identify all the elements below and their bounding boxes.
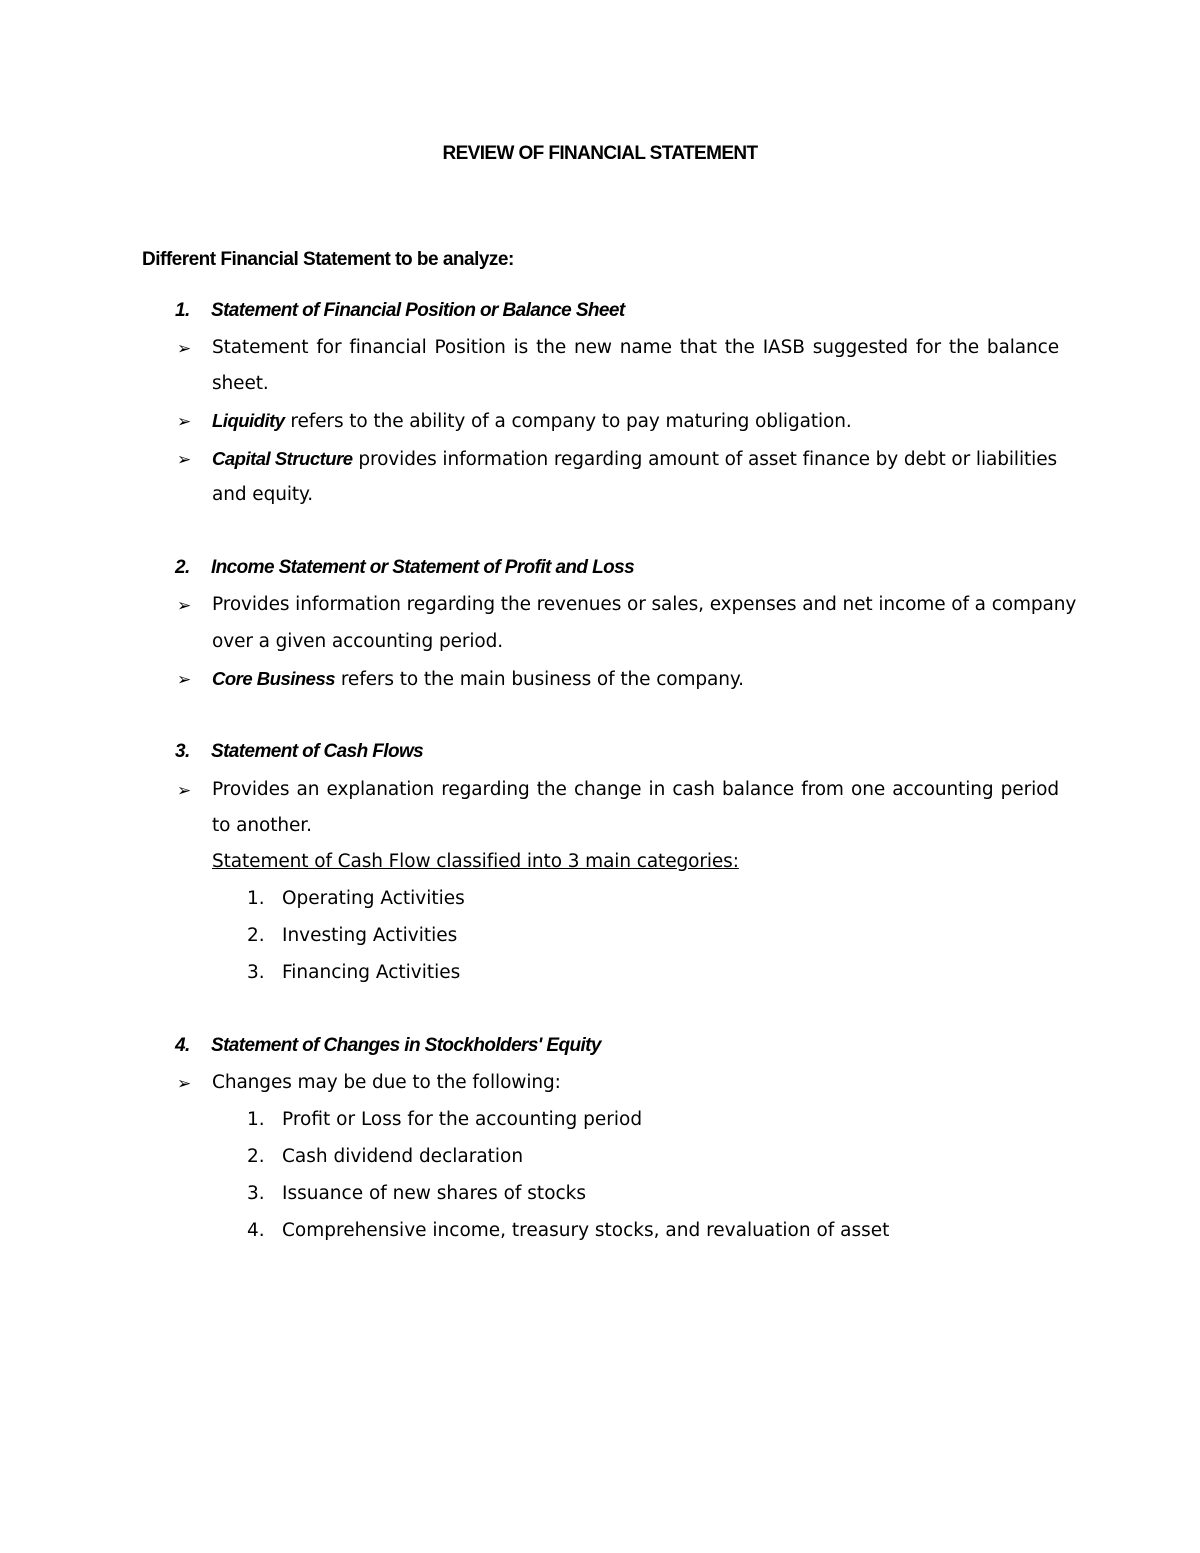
section-1-title: Statement of Financial Position or Balance Sheet	[211, 300, 625, 321]
cash-flow-categories-label: Statement of Cash Flow classified into 3 main categories:	[212, 851, 739, 872]
section-3-number: 3.	[175, 741, 190, 762]
section-4-title: Statement of Changes in Stockholders' Equity	[211, 1035, 601, 1056]
s3-bullet-1-line-2: to another.	[212, 815, 312, 836]
intro-heading: Different Financial Statement to be analyze:	[142, 249, 514, 270]
section-2-number: 2.	[175, 557, 190, 578]
list-item-number: 2.	[247, 1146, 265, 1167]
section-1-number: 1.	[175, 300, 190, 321]
arrowhead-bullet-icon: ➢	[177, 596, 192, 616]
list-item	[247, 1109, 642, 1130]
section-2-title: Income Statement or Statement of Profit and Loss	[211, 557, 635, 578]
list-item-text: Issuance of new shares of stocks	[282, 1183, 587, 1204]
list-item-number: 2.	[247, 925, 265, 946]
s1-bullet-1-line-1: Statement for financial Position is the new name that the IASB suggested for the balance	[212, 337, 1059, 358]
s3-bullet-1-line-1: Provides an explanation regarding the change in cash balance from one accounting period	[212, 779, 1059, 800]
list-item-text: Financing Activities	[282, 962, 461, 983]
list-item-number: 1.	[247, 888, 265, 909]
arrowhead-bullet-icon: ➢	[177, 339, 192, 359]
section-3-title: Statement of Cash Flows	[211, 741, 424, 762]
list-item	[247, 1146, 523, 1167]
list-item-number: 4.	[247, 1220, 265, 1241]
list-item	[247, 888, 465, 909]
term-liquidity: Liquidity	[212, 410, 285, 431]
section-2-heading	[175, 557, 634, 579]
list-item-text: Cash dividend declaration	[282, 1146, 524, 1167]
s2-bullet-1-line-1: Provides information regarding the revenues or sales, expenses and net income of a company	[212, 594, 1077, 615]
arrowhead-bullet-icon: ➢	[177, 670, 192, 690]
list-item-number: 3.	[247, 1183, 265, 1204]
s2-bullet-1-line-2: over a given accounting period.	[212, 631, 504, 652]
section-4-heading	[175, 1035, 601, 1057]
list-item-text: Operating Activities	[282, 888, 465, 909]
page-title: REVIEW OF FINANCIAL STATEMENT	[442, 143, 758, 164]
list-item	[247, 925, 457, 946]
s2-bullet-2	[212, 668, 744, 690]
list-item-number: 3.	[247, 962, 265, 983]
section-1-heading	[175, 300, 625, 322]
s1-bullet-3-text: provides information regarding amount of asset finance by debt or liabilities	[352, 449, 1058, 470]
list-item-text: Profit or Loss for the accounting period	[282, 1109, 643, 1130]
arrowhead-bullet-icon: ➢	[177, 781, 192, 801]
list-item	[247, 962, 460, 983]
s1-bullet-3-line-2: and equity.	[212, 484, 314, 505]
term-core-business: Core Business	[212, 668, 336, 689]
list-item-text: Investing Activities	[282, 925, 458, 946]
s1-bullet-2-text: refers to the ability of a company to pay maturing obligation.	[284, 411, 852, 432]
s2-bullet-2-text: refers to the main business of the company.	[335, 669, 744, 690]
list-item	[247, 1220, 889, 1241]
section-3-heading	[175, 741, 423, 763]
s1-bullet-2	[212, 410, 852, 432]
s1-bullet-3-line-1	[212, 448, 1057, 470]
arrowhead-bullet-icon: ➢	[177, 412, 192, 432]
list-item-text: Comprehensive income, treasury stocks, and revaluation of asset	[282, 1220, 890, 1241]
arrowhead-bullet-icon: ➢	[177, 450, 192, 470]
list-item	[247, 1183, 586, 1204]
list-item-number: 1.	[247, 1109, 265, 1130]
arrowhead-bullet-icon: ➢	[177, 1074, 192, 1094]
term-capital-structure: Capital Structure	[212, 448, 353, 469]
s4-bullet-1: Changes may be due to the following:	[212, 1072, 561, 1093]
section-4-number: 4.	[175, 1035, 190, 1056]
s1-bullet-1-line-2: sheet.	[212, 373, 269, 394]
